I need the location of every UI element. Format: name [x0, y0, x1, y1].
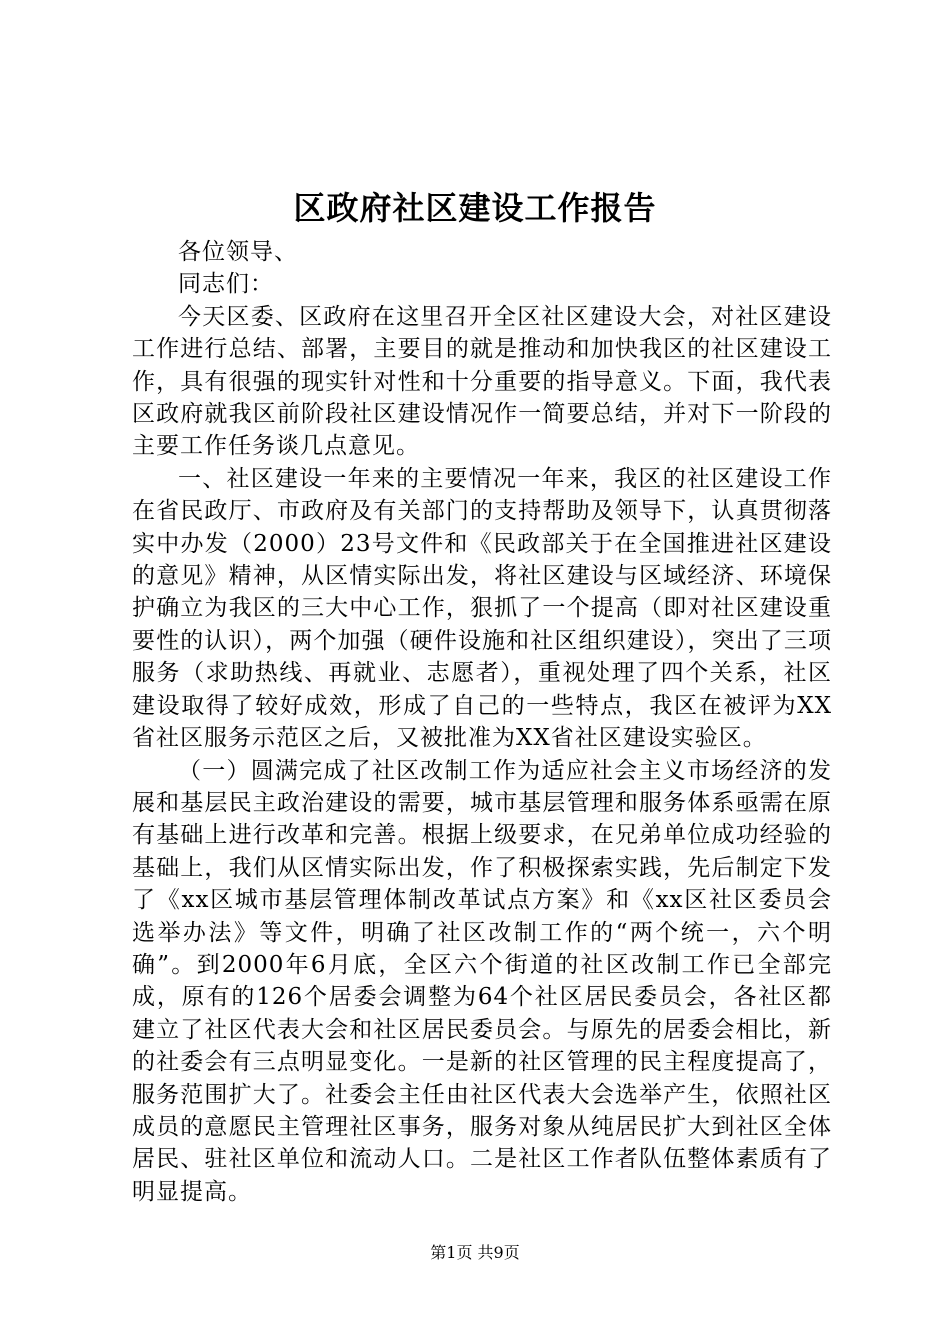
paragraph-subsection-one: （一）圆满完成了社区改制工作为适应社会主义市场经济的发展和基层民主政治建设的需要，城市基层管理和服务体系亟需在原有基础上进行改革和完善。根据上级要求，在兄弟单位成功经验的基础上，我们从区情实际出发，作了积极探索实践，先后制定下发了《xx区城市基层管理体制改革试点方案》和《xx区社区委员会选举办法》等文件，明确了社区改制工作的“两个统一，六个明确”。到2000年6月底，全区六个街道的社区改制工作已全部完成，原有的126个居委会调整为64个社区居民委员会，各社区都建立了社区代表大会和社区居民委员会。与原先的居委会相比，新的社委会有三点明显变化。一是新的社区管理的民主程度提高了，服务范围扩大了。社委会主任由社区代表大会选举产生，依照社区成员的意愿民主管理社区事务，服务对象从纯居民扩大到社区全体居民、驻社区单位和流动人口。二是社区工作者队伍整体素质有了明显提高。: [132, 757, 832, 1205]
salutation-line-2: 同志们：: [178, 271, 274, 298]
salutation-line-1: 各位领导、: [178, 239, 298, 265]
page-footer: 第1页 共9页: [430, 1243, 520, 1262]
paragraph-section-one: 一、社区建设一年来的主要情况一年来，我区的社区建设工作在省民政厅、市政府及有关部门的支持帮助及领导下，认真贯彻落实中办发（2000）23号文件和《民政部关于在全国推进社区建设的意见》精神，从区情实际出发，将社区建设与区域经济、环境保护确立为我区的三大中心工作，狠抓了一个提高（即对社区建设重要性的认识），两个加强（硬件设施和社区组织建设），突出了三项服务（求助热线、再就业、志愿者），重视处理了四个关系，社区建设取得了较好成效，形成了自己的一些特点，我区在被评为XX省社区服务示范区之后，又被批准为XX省社区建设实验区。: [132, 465, 832, 752]
document-title: 区政府社区建设工作报告: [293, 189, 657, 227]
document-body: [132, 236, 832, 1208]
paragraph-introduction: 今天区委、区政府在这里召开全区社区建设大会，对社区建设工作进行总结、部署，主要目的就是推动和加快我区的社区建设工作，具有很强的现实针对性和十分重要的指导意义。下面，我代表区政府就我区前阶段社区建设情况作一简要总结，并对下一阶段的主要工作任务谈几点意见。: [132, 303, 832, 460]
